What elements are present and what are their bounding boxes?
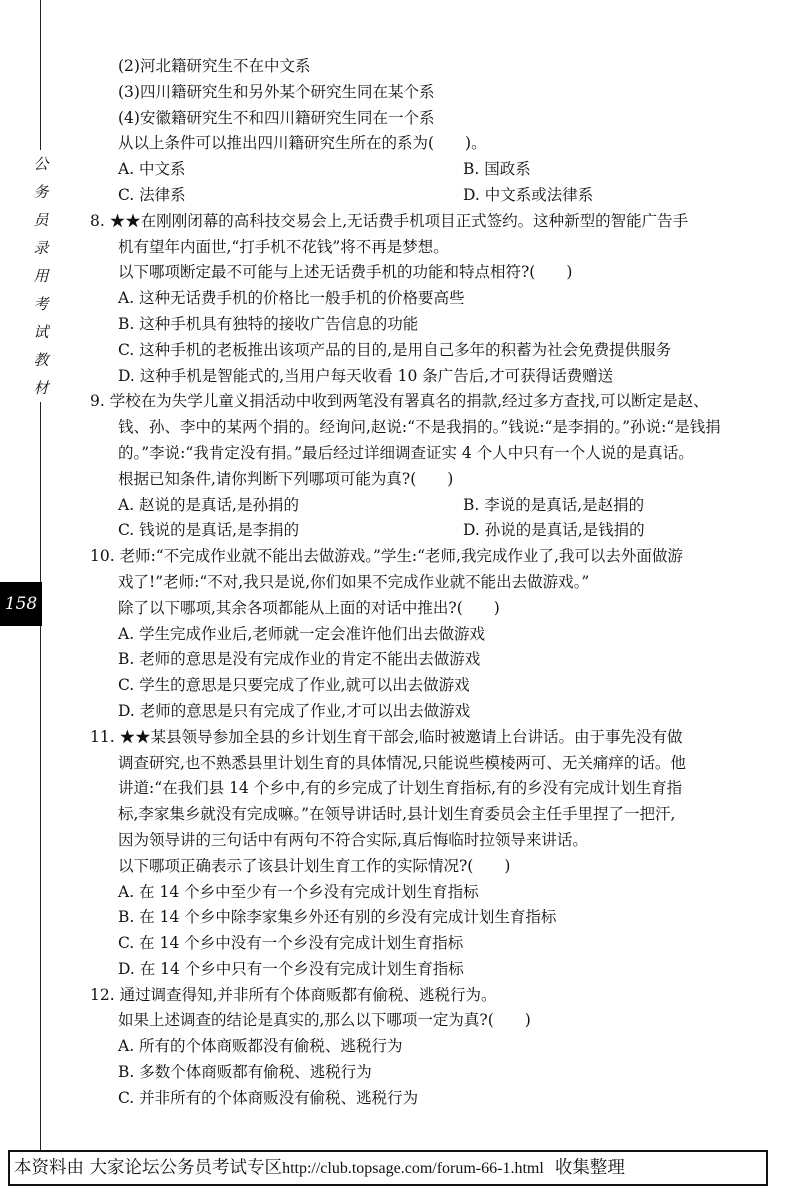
text-line: 根据已知条件,请你判断下列哪项可能为真?( ) [118, 469, 454, 488]
text-line: 以下哪项正确表示了该县计划生育工作的实际情况?( ) [118, 856, 511, 875]
footer-prefix: 本资料由 大家论坛公务员考试专区 [14, 1158, 283, 1178]
text-line: (4)安徽籍研究生不和四川籍研究生同在一个系 [118, 108, 435, 127]
answer-option: D. 孙说的是真话,是钱捐的 [463, 521, 645, 540]
option-row [90, 157, 780, 183]
sidebar-title-char: 教 [33, 351, 49, 369]
text-line: C. 学生的意思是只要完成了作业,就可以出去做游戏 [118, 676, 470, 695]
page-number-tab: 158 [0, 582, 42, 626]
text-line: B. 在 14 个乡中除李家集乡外还有别的乡没有完成计划生育指标 [118, 908, 557, 927]
text-line: C. 并非所有的个体商贩没有偷税、逃税行为 [118, 1088, 419, 1107]
sidebar-title-char: 考 [33, 295, 49, 313]
text-line: 如果上述调查的结论是真实的,那么以下哪项一定为真?( ) [118, 1011, 531, 1030]
answer-option: C. 钱说的是真话,是李捐的 [118, 521, 300, 540]
sidebar-vertical-title [31, 150, 51, 402]
sidebar-title-char: 员 [33, 211, 49, 229]
text-line: A. 学生完成作业后,老师就一定会准许他们出去做游戏 [118, 624, 485, 643]
footer-url-link[interactable]: http://club.topsage.com/forum-66-1.html [282, 1160, 544, 1177]
question-start-line: 9. 学校在为失学儿童义捐活动中收到两笔没有署真名的捐款,经过多方查找,可以断定是赵、 [90, 392, 709, 411]
text-line: C. 在 14 个乡中没有一个乡没有完成计划生育指标 [118, 934, 464, 953]
answer-option: D. 中文系或法律系 [463, 185, 594, 204]
text-line: A. 这种无话费手机的价格比一般手机的价格要高些 [118, 289, 465, 308]
footer-suffix: 收集整理 [554, 1158, 625, 1178]
text-line: D. 老师的意思是只有完成了作业,才可以出去做游戏 [118, 701, 471, 720]
text-line: 机有望年内面世,“打手机不花钱”将不再是梦想。 [118, 237, 449, 256]
text-line: D. 这种手机是智能式的,当用户每天收看 10 条广告后,才可获得话费赠送 [118, 366, 614, 385]
question-text-body [90, 54, 780, 1112]
sidebar-title-char: 录 [33, 239, 49, 257]
text-line: 的。”李说:“我肯定没有捐。”最后经过详细调查证实 4 个人中只有一个人说的是真话。 [118, 443, 694, 462]
sidebar-title-char: 试 [33, 323, 49, 341]
option-row [90, 518, 780, 544]
option-row [90, 493, 780, 519]
text-line: 从以上条件可以推出四川籍研究生所在的系为( )。 [118, 134, 487, 153]
text-line: 以下哪项断定最不可能与上述无话费手机的功能和特点相符?( ) [118, 263, 573, 282]
text-line: (3)四川籍研究生和另外某个研究生同在某个系 [118, 82, 435, 101]
question-start-line: 12. 通过调查得知,并非所有个体商贩都有偷税、逃税行为。 [90, 985, 497, 1004]
answer-option: A. 中文系 [118, 160, 186, 179]
text-line: 钱、孙、李中的某两个捐的。经询问,赵说:“不是我捐的。”钱说:“是李捐的。”孙说:“是钱捐 [118, 418, 721, 437]
question-start-line: 11. ★★某县领导参加全县的乡计划生育干部会,临时被邀请上台讲话。由于事先没有做 [90, 727, 683, 746]
text-line: A. 在 14 个乡中至少有一个乡没有完成计划生育指标 [118, 882, 479, 901]
answer-option: B. 国政系 [463, 160, 531, 179]
answer-option: A. 赵说的是真话,是孙捐的 [118, 495, 299, 514]
text-line: (2)河北籍研究生不在中文系 [118, 57, 311, 75]
text-line: C. 这种手机的老板推出该项产品的目的,是用自己多年的积蓄为社会免费提供服务 [118, 340, 672, 359]
question-start-line: 10. 老师:“不完成作业就不能出去做游戏。”学生:“老师,我完成作业了,我可以去外面做游 [90, 547, 683, 566]
text-line: A. 所有的个体商贩都没有偷税、逃税行为 [118, 1037, 403, 1056]
text-line: 戏了!”老师:“不对,我只是说,你们如果不完成作业就不能出去做游戏。” [118, 572, 590, 591]
text-line: B. 老师的意思是没有完成作业的肯定不能出去做游戏 [118, 650, 481, 669]
source-footer [8, 1150, 768, 1186]
text-line: B. 这种手机具有独特的接收广告信息的功能 [118, 314, 419, 333]
question-start-line: 8. ★★在刚刚闭幕的高科技交易会上,无话费手机项目正式签约。这种新型的智能广告手 [90, 211, 689, 230]
sidebar-title-char: 材 [33, 379, 49, 397]
sidebar-title-char: 用 [33, 267, 49, 285]
sidebar-title-char: 公 [33, 155, 49, 173]
sidebar-title-char: 务 [33, 183, 49, 201]
text-line: 标,李家集乡就没有完成嘛。”在领导讲话时,县计划生育委员会主任手里捏了一把汗, [118, 805, 676, 824]
text-line: D. 在 14 个乡中只有一个乡没有完成计划生育指标 [118, 959, 464, 978]
option-row [90, 183, 780, 209]
text-line: 因为领导讲的三句话中有两句不符合实际,真后悔临时拉领导来讲话。 [118, 830, 588, 849]
text-line: B. 多数个体商贩都有偷税、逃税行为 [118, 1063, 372, 1082]
text-line: 讲道:“在我们县 14 个乡中,有的乡完成了计划生育指标,有的乡没有完成计划生育指 [118, 779, 683, 798]
text-line: 调查研究,也不熟悉县里计划生育的具体情况,只能说些模棱两可、无关痛痒的话。他 [118, 753, 686, 772]
answer-option: B. 李说的是真话,是赵捐的 [463, 495, 645, 514]
answer-option: C. 法律系 [118, 185, 186, 204]
text-line: 除了以下哪项,其余各项都能从上面的对话中推出?( ) [118, 598, 500, 617]
